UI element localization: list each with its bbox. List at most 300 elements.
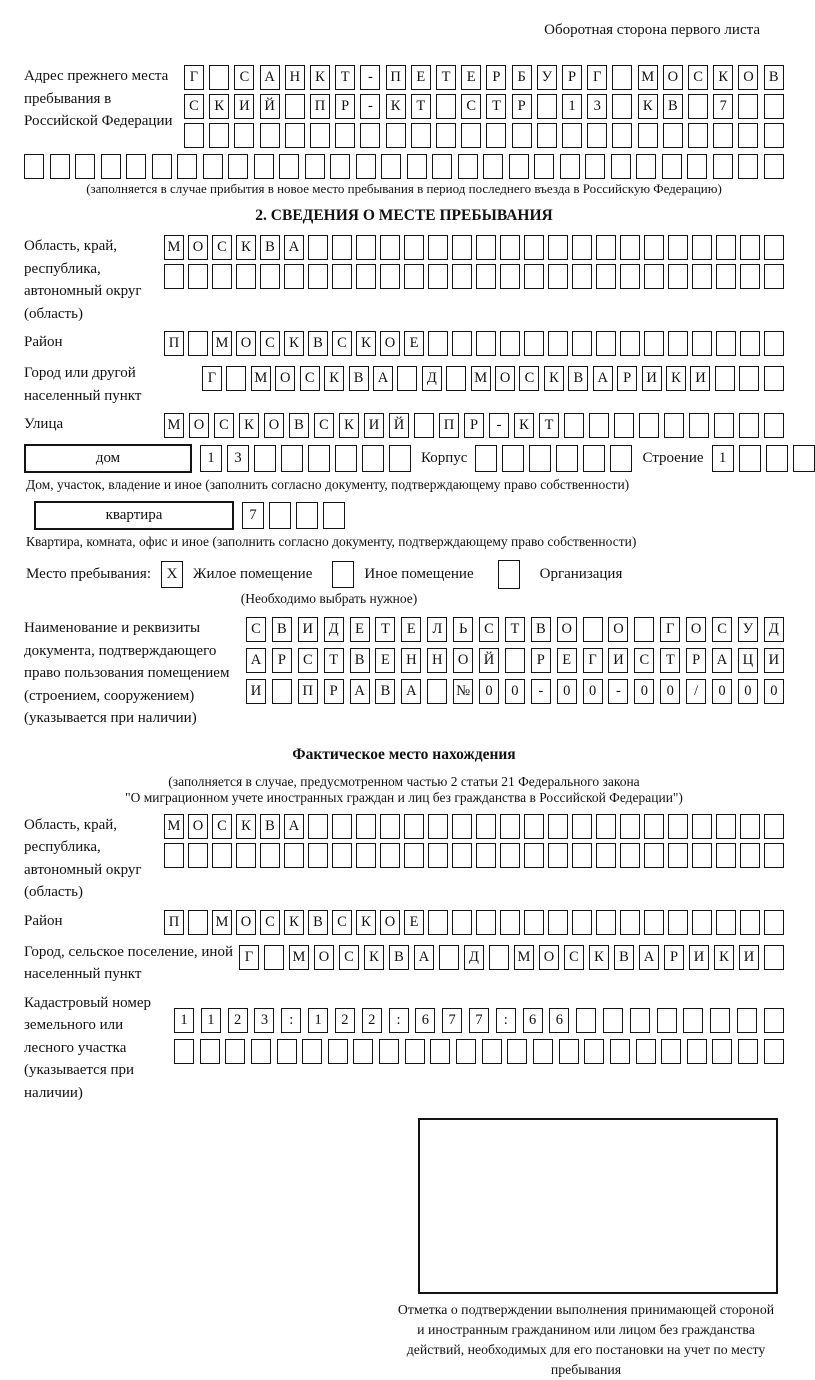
char-cell[interactable]: Г — [202, 366, 222, 391]
char-cell[interactable]: С — [260, 331, 280, 356]
char-cell[interactable]: Ь — [453, 617, 473, 642]
char-cell[interactable] — [330, 154, 350, 179]
char-cell[interactable] — [687, 1039, 707, 1064]
char-cell[interactable] — [356, 154, 376, 179]
char-cell[interactable] — [610, 1039, 630, 1064]
char-cell[interactable] — [164, 843, 184, 868]
char-cell[interactable] — [524, 814, 544, 839]
char-cell[interactable]: О — [453, 648, 473, 673]
char-cell[interactable] — [764, 910, 784, 935]
char-cell[interactable]: С — [298, 648, 318, 673]
char-cell[interactable] — [456, 1039, 476, 1064]
char-cell[interactable] — [764, 94, 784, 119]
char-cell[interactable] — [284, 264, 304, 289]
char-cell[interactable]: Е — [401, 617, 421, 642]
char-cell[interactable] — [356, 264, 376, 289]
char-cell[interactable] — [620, 264, 640, 289]
char-cell[interactable] — [452, 235, 472, 260]
char-cell[interactable] — [559, 1039, 579, 1064]
char-cell[interactable] — [452, 331, 472, 356]
char-cell[interactable] — [296, 502, 318, 529]
char-cell[interactable] — [576, 1008, 596, 1033]
char-cell[interactable] — [264, 945, 284, 970]
char-cell[interactable] — [489, 945, 509, 970]
char-cell[interactable] — [411, 123, 431, 148]
char-cell[interactable]: Т — [660, 648, 680, 673]
char-cell[interactable] — [764, 1039, 784, 1064]
char-cell[interactable]: № — [453, 679, 473, 704]
char-cell[interactable] — [279, 154, 299, 179]
char-cell[interactable]: - — [608, 679, 628, 704]
char-cell[interactable] — [692, 235, 712, 260]
char-cell[interactable] — [188, 264, 208, 289]
char-cell[interactable] — [430, 1039, 450, 1064]
char-cell[interactable] — [310, 123, 330, 148]
char-cell[interactable]: К — [638, 94, 658, 119]
char-cell[interactable] — [596, 814, 616, 839]
char-cell[interactable] — [476, 910, 496, 935]
char-cell[interactable] — [404, 235, 424, 260]
char-cell[interactable] — [101, 154, 121, 179]
char-cell[interactable] — [692, 814, 712, 839]
char-cell[interactable]: С — [300, 366, 320, 391]
char-cell[interactable] — [766, 445, 788, 472]
char-cell[interactable]: Р — [617, 366, 637, 391]
char-cell[interactable]: К — [310, 65, 330, 90]
char-cell[interactable]: У — [738, 617, 758, 642]
char-cell[interactable] — [533, 1039, 553, 1064]
char-cell[interactable]: 1 — [562, 94, 582, 119]
char-cell[interactable]: 0 — [764, 679, 784, 704]
char-cell[interactable] — [404, 264, 424, 289]
char-cell[interactable]: 6 — [523, 1008, 543, 1033]
char-cell[interactable]: К — [284, 331, 304, 356]
char-cell[interactable] — [620, 331, 640, 356]
char-cell[interactable] — [688, 123, 708, 148]
char-cell[interactable] — [209, 65, 229, 90]
char-cell[interactable]: О — [380, 910, 400, 935]
char-cell[interactable]: Н — [401, 648, 421, 673]
char-cell[interactable]: К — [356, 910, 376, 935]
char-cell[interactable]: Й — [479, 648, 499, 673]
char-cell[interactable]: Т — [375, 617, 395, 642]
char-cell[interactable] — [436, 94, 456, 119]
char-cell[interactable] — [764, 235, 784, 260]
char-cell[interactable] — [587, 123, 607, 148]
char-cell[interactable] — [428, 264, 448, 289]
char-cell[interactable] — [476, 264, 496, 289]
char-cell[interactable] — [663, 123, 683, 148]
char-cell[interactable]: О — [380, 331, 400, 356]
char-cell[interactable] — [740, 910, 760, 935]
char-cell[interactable]: Е — [375, 648, 395, 673]
char-cell[interactable] — [428, 843, 448, 868]
char-cell[interactable]: Е — [404, 910, 424, 935]
char-cell[interactable]: К — [589, 945, 609, 970]
char-cell[interactable]: : — [389, 1008, 409, 1033]
char-cell[interactable] — [126, 154, 146, 179]
char-cell[interactable]: О — [557, 617, 577, 642]
char-cell[interactable]: С — [564, 945, 584, 970]
char-cell[interactable]: 3 — [254, 1008, 274, 1033]
char-cell[interactable] — [620, 235, 640, 260]
char-cell[interactable]: 1 — [712, 445, 734, 472]
char-cell[interactable] — [236, 264, 256, 289]
char-cell[interactable]: Е — [461, 65, 481, 90]
char-cell[interactable]: 2 — [335, 1008, 355, 1033]
char-cell[interactable]: С — [212, 235, 232, 260]
char-cell[interactable] — [764, 945, 784, 970]
char-cell[interactable] — [668, 235, 688, 260]
char-cell[interactable] — [381, 154, 401, 179]
char-cell[interactable]: В — [531, 617, 551, 642]
char-cell[interactable] — [596, 910, 616, 935]
char-cell[interactable] — [332, 235, 352, 260]
char-cell[interactable] — [335, 123, 355, 148]
char-cell[interactable] — [335, 445, 357, 472]
char-cell[interactable] — [614, 413, 634, 438]
char-cell[interactable]: П — [164, 331, 184, 356]
char-cell[interactable] — [764, 331, 784, 356]
char-cell[interactable]: 1 — [174, 1008, 194, 1033]
char-cell[interactable]: Р — [272, 648, 292, 673]
char-cell[interactable]: - — [360, 94, 380, 119]
char-cell[interactable] — [644, 910, 664, 935]
char-cell[interactable]: М — [251, 366, 271, 391]
char-cell[interactable] — [226, 366, 246, 391]
char-cell[interactable]: Т — [486, 94, 506, 119]
char-cell[interactable] — [328, 1039, 348, 1064]
char-cell[interactable] — [50, 154, 70, 179]
char-cell[interactable]: 3 — [227, 445, 249, 472]
char-cell[interactable] — [710, 1008, 730, 1033]
char-cell[interactable] — [332, 814, 352, 839]
char-cell[interactable]: М — [164, 235, 184, 260]
stay-type-checkbox-other[interactable] — [332, 561, 354, 588]
char-cell[interactable]: Б — [512, 65, 532, 90]
char-cell[interactable] — [572, 910, 592, 935]
char-cell[interactable] — [436, 123, 456, 148]
char-cell[interactable] — [636, 1039, 656, 1064]
char-cell[interactable] — [564, 413, 584, 438]
char-cell[interactable]: - — [531, 679, 551, 704]
char-cell[interactable] — [668, 814, 688, 839]
char-cell[interactable] — [308, 843, 328, 868]
char-cell[interactable]: П — [298, 679, 318, 704]
char-cell[interactable]: Т — [505, 617, 525, 642]
char-cell[interactable] — [404, 843, 424, 868]
char-cell[interactable]: А — [284, 814, 304, 839]
char-cell[interactable] — [452, 814, 472, 839]
char-cell[interactable] — [572, 814, 592, 839]
char-cell[interactable] — [502, 445, 524, 472]
char-cell[interactable] — [664, 413, 684, 438]
char-cell[interactable] — [380, 843, 400, 868]
char-cell[interactable] — [212, 843, 232, 868]
char-cell[interactable] — [152, 154, 172, 179]
char-cell[interactable] — [524, 331, 544, 356]
char-cell[interactable]: 0 — [660, 679, 680, 704]
char-cell[interactable]: К — [236, 235, 256, 260]
char-cell[interactable]: А — [260, 65, 280, 90]
char-cell[interactable] — [476, 843, 496, 868]
char-cell[interactable] — [362, 445, 384, 472]
char-cell[interactable] — [389, 445, 411, 472]
char-cell[interactable]: 3 — [587, 94, 607, 119]
char-cell[interactable] — [225, 1039, 245, 1064]
char-cell[interactable] — [75, 154, 95, 179]
char-cell[interactable] — [620, 843, 640, 868]
char-cell[interactable]: В — [375, 679, 395, 704]
char-cell[interactable] — [332, 264, 352, 289]
char-cell[interactable] — [184, 123, 204, 148]
char-cell[interactable] — [692, 843, 712, 868]
char-cell[interactable] — [556, 445, 578, 472]
char-cell[interactable]: Е — [411, 65, 431, 90]
char-cell[interactable] — [529, 445, 551, 472]
char-cell[interactable] — [452, 910, 472, 935]
char-cell[interactable] — [612, 94, 632, 119]
char-cell[interactable] — [668, 331, 688, 356]
char-cell[interactable]: 7 — [713, 94, 733, 119]
char-cell[interactable] — [482, 1039, 502, 1064]
char-cell[interactable] — [644, 235, 664, 260]
char-cell[interactable]: М — [212, 331, 232, 356]
char-cell[interactable] — [461, 123, 481, 148]
char-cell[interactable]: И — [364, 413, 384, 438]
char-cell[interactable]: Р — [464, 413, 484, 438]
char-cell[interactable]: С — [184, 94, 204, 119]
char-cell[interactable] — [692, 264, 712, 289]
char-cell[interactable] — [716, 331, 736, 356]
char-cell[interactable] — [188, 843, 208, 868]
char-cell[interactable]: 7 — [469, 1008, 489, 1033]
char-cell[interactable]: 0 — [634, 679, 654, 704]
char-cell[interactable] — [360, 123, 380, 148]
char-cell[interactable] — [716, 814, 736, 839]
char-cell[interactable] — [596, 235, 616, 260]
char-cell[interactable] — [332, 843, 352, 868]
char-cell[interactable] — [713, 123, 733, 148]
char-cell[interactable] — [212, 264, 232, 289]
char-cell[interactable]: М — [289, 945, 309, 970]
char-cell[interactable]: 0 — [479, 679, 499, 704]
char-cell[interactable] — [380, 264, 400, 289]
char-cell[interactable] — [712, 1039, 732, 1064]
char-cell[interactable] — [737, 1008, 757, 1033]
char-cell[interactable]: Г — [583, 648, 603, 673]
char-cell[interactable]: Л — [427, 617, 447, 642]
char-cell[interactable]: О — [686, 617, 706, 642]
char-cell[interactable]: А — [639, 945, 659, 970]
char-cell[interactable] — [475, 445, 497, 472]
char-cell[interactable] — [380, 235, 400, 260]
char-cell[interactable] — [738, 94, 758, 119]
char-cell[interactable] — [285, 123, 305, 148]
char-cell[interactable]: И — [246, 679, 266, 704]
char-cell[interactable] — [740, 843, 760, 868]
char-cell[interactable]: Д — [422, 366, 442, 391]
char-cell[interactable]: 7 — [242, 502, 264, 529]
char-cell[interactable]: 0 — [712, 679, 732, 704]
char-cell[interactable] — [524, 843, 544, 868]
char-cell[interactable] — [524, 264, 544, 289]
char-cell[interactable] — [476, 331, 496, 356]
char-cell[interactable] — [427, 679, 447, 704]
char-cell[interactable] — [740, 331, 760, 356]
char-cell[interactable] — [596, 331, 616, 356]
char-cell[interactable] — [446, 366, 466, 391]
char-cell[interactable]: С — [519, 366, 539, 391]
char-cell[interactable]: О — [188, 814, 208, 839]
char-cell[interactable]: И — [690, 366, 710, 391]
char-cell[interactable]: Р — [486, 65, 506, 90]
char-cell[interactable] — [793, 445, 815, 472]
char-cell[interactable] — [589, 413, 609, 438]
char-cell[interactable]: О — [495, 366, 515, 391]
char-cell[interactable]: О — [236, 331, 256, 356]
char-cell[interactable]: П — [164, 910, 184, 935]
char-cell[interactable] — [285, 94, 305, 119]
char-cell[interactable] — [548, 331, 568, 356]
char-cell[interactable] — [764, 1008, 784, 1033]
char-cell[interactable] — [620, 910, 640, 935]
char-cell[interactable] — [308, 814, 328, 839]
char-cell[interactable] — [458, 154, 478, 179]
char-cell[interactable]: Т — [324, 648, 344, 673]
char-cell[interactable]: П — [386, 65, 406, 90]
char-cell[interactable]: - — [360, 65, 380, 90]
char-cell[interactable]: Ц — [738, 648, 758, 673]
char-cell[interactable]: С — [461, 94, 481, 119]
char-cell[interactable] — [405, 1039, 425, 1064]
char-cell[interactable]: В — [568, 366, 588, 391]
char-cell[interactable] — [476, 235, 496, 260]
char-cell[interactable]: М — [164, 413, 184, 438]
char-cell[interactable]: С — [332, 910, 352, 935]
char-cell[interactable] — [200, 1039, 220, 1064]
char-cell[interactable]: В — [764, 65, 784, 90]
char-cell[interactable]: М — [471, 366, 491, 391]
char-cell[interactable] — [662, 154, 682, 179]
char-cell[interactable] — [688, 94, 708, 119]
char-cell[interactable]: С — [332, 331, 352, 356]
char-cell[interactable]: 2 — [228, 1008, 248, 1033]
char-cell[interactable] — [634, 617, 654, 642]
char-cell[interactable] — [432, 154, 452, 179]
char-cell[interactable]: М — [164, 814, 184, 839]
char-cell[interactable] — [512, 123, 532, 148]
char-cell[interactable]: Г — [660, 617, 680, 642]
char-cell[interactable] — [689, 413, 709, 438]
char-cell[interactable]: П — [310, 94, 330, 119]
char-cell[interactable] — [428, 814, 448, 839]
char-cell[interactable] — [644, 331, 664, 356]
stay-type-checkbox-organization[interactable] — [498, 560, 520, 589]
char-cell[interactable] — [439, 945, 459, 970]
char-cell[interactable]: О — [314, 945, 334, 970]
char-cell[interactable] — [397, 366, 417, 391]
char-cell[interactable]: С — [712, 617, 732, 642]
char-cell[interactable]: В — [350, 648, 370, 673]
stay-type-checkbox-residential[interactable]: X — [161, 561, 183, 588]
char-cell[interactable] — [716, 264, 736, 289]
char-cell[interactable] — [738, 1039, 758, 1064]
char-cell[interactable]: А — [414, 945, 434, 970]
char-cell[interactable] — [234, 123, 254, 148]
char-cell[interactable]: С — [212, 814, 232, 839]
char-cell[interactable] — [611, 154, 631, 179]
char-cell[interactable] — [254, 445, 276, 472]
char-cell[interactable] — [404, 814, 424, 839]
char-cell[interactable] — [269, 502, 291, 529]
char-cell[interactable] — [644, 843, 664, 868]
char-cell[interactable] — [739, 413, 759, 438]
char-cell[interactable]: В — [308, 331, 328, 356]
char-cell[interactable] — [164, 264, 184, 289]
char-cell[interactable] — [524, 235, 544, 260]
char-cell[interactable]: Е — [350, 617, 370, 642]
char-cell[interactable]: К — [356, 331, 376, 356]
char-cell[interactable]: М — [638, 65, 658, 90]
char-cell[interactable]: Р — [324, 679, 344, 704]
char-cell[interactable] — [483, 154, 503, 179]
char-cell[interactable]: К — [386, 94, 406, 119]
char-cell[interactable] — [716, 910, 736, 935]
char-cell[interactable] — [356, 843, 376, 868]
char-cell[interactable]: Д — [324, 617, 344, 642]
char-cell[interactable]: М — [514, 945, 534, 970]
char-cell[interactable] — [386, 123, 406, 148]
char-cell[interactable] — [738, 154, 758, 179]
char-cell[interactable] — [452, 843, 472, 868]
char-cell[interactable]: О — [275, 366, 295, 391]
char-cell[interactable] — [715, 366, 735, 391]
char-cell[interactable]: К — [239, 413, 259, 438]
char-cell[interactable] — [500, 910, 520, 935]
char-cell[interactable] — [639, 413, 659, 438]
char-cell[interactable]: С — [214, 413, 234, 438]
char-cell[interactable] — [380, 814, 400, 839]
char-cell[interactable]: Р — [686, 648, 706, 673]
char-cell[interactable]: 0 — [738, 679, 758, 704]
char-cell[interactable] — [209, 123, 229, 148]
char-cell[interactable] — [620, 814, 640, 839]
char-cell[interactable]: К — [544, 366, 564, 391]
char-cell[interactable] — [500, 843, 520, 868]
char-cell[interactable] — [610, 445, 632, 472]
char-cell[interactable]: И — [234, 94, 254, 119]
char-cell[interactable] — [260, 123, 280, 148]
char-cell[interactable] — [272, 679, 292, 704]
char-cell[interactable]: О — [188, 235, 208, 260]
char-cell[interactable]: : — [281, 1008, 301, 1033]
char-cell[interactable] — [188, 910, 208, 935]
char-cell[interactable]: А — [246, 648, 266, 673]
char-cell[interactable]: Д — [464, 945, 484, 970]
char-cell[interactable]: В — [260, 814, 280, 839]
char-cell[interactable]: К — [284, 910, 304, 935]
char-cell[interactable]: П — [439, 413, 459, 438]
char-cell[interactable]: 7 — [442, 1008, 462, 1033]
char-cell[interactable]: С — [234, 65, 254, 90]
char-cell[interactable] — [302, 1039, 322, 1064]
char-cell[interactable] — [323, 502, 345, 529]
char-cell[interactable] — [428, 331, 448, 356]
char-cell[interactable]: С — [688, 65, 708, 90]
char-cell[interactable]: К — [514, 413, 534, 438]
char-cell[interactable]: 0 — [557, 679, 577, 704]
